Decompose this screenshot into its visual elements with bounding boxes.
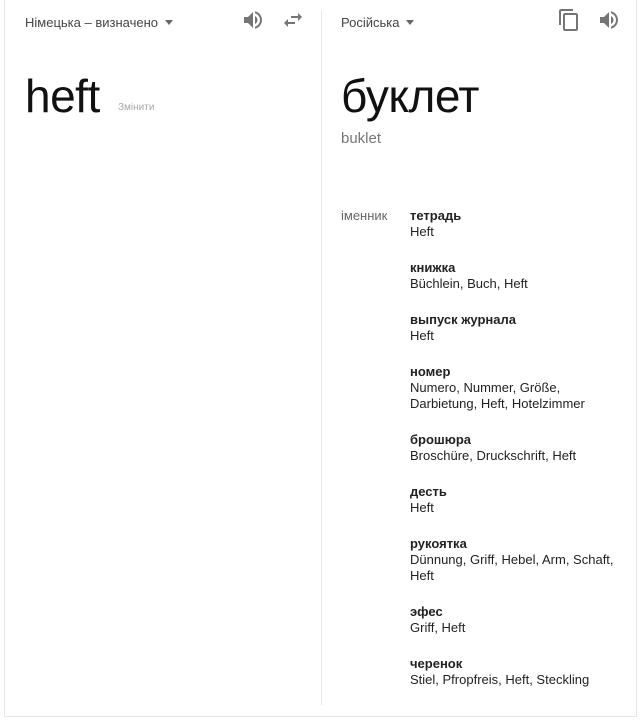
source-listen-button[interactable] [241, 8, 265, 32]
dictionary-entries [410, 208, 625, 708]
entry-synonyms[interactable]: Stiel, Pfropfreis, Heft, Steckling [410, 672, 590, 687]
target-listen-button[interactable] [597, 8, 621, 32]
chevron-down-icon [406, 20, 414, 25]
entry-synonyms[interactable]: Heft [410, 224, 434, 239]
entry-word[interactable]: эфес [410, 604, 443, 619]
translated-text: буклет [341, 70, 479, 122]
dictionary-entry [410, 432, 625, 464]
entry-word[interactable]: выпуск журнала [410, 312, 516, 327]
edit-link[interactable]: Змінити [118, 102, 155, 113]
source-text[interactable]: heft [25, 70, 100, 122]
entry-synonyms[interactable]: Heft [410, 328, 434, 343]
swap-arrows-icon [281, 8, 305, 32]
copy-icon [557, 8, 581, 32]
entry-word[interactable]: рукоятка [410, 536, 467, 551]
entry-synonyms[interactable]: Dünnung, Griff, Hebel, Arm, Schaft, Heft [410, 552, 614, 583]
entry-synonyms[interactable]: Griff, Heft [410, 620, 466, 635]
entry-word[interactable]: брошюра [410, 432, 472, 447]
entry-synonyms[interactable]: Numero, Nummer, Größe, Darbietung, Heft, Hotelzimmer [410, 380, 585, 411]
dictionary-entry [410, 312, 625, 344]
target-language-select[interactable] [341, 13, 414, 31]
entry-synonyms[interactable]: Broschüre, Druckschrift, Heft [410, 448, 577, 463]
entry-word[interactable]: тетрадь [410, 208, 462, 223]
entry-synonyms[interactable]: Heft [410, 500, 434, 515]
target-language-label: Російська [341, 14, 400, 30]
speaker-icon [241, 8, 265, 32]
chevron-down-icon [165, 20, 173, 25]
entry-word[interactable]: десть [410, 484, 447, 499]
entry-synonyms[interactable]: Büchlein, Buch, Heft [410, 276, 528, 291]
dictionary-entry [410, 536, 625, 584]
dictionary-entry [410, 364, 625, 412]
dictionary-entry [410, 208, 625, 240]
dictionary-entry [410, 604, 625, 636]
dictionary-entry [410, 484, 625, 516]
entry-word[interactable]: номер [410, 364, 451, 379]
dictionary-entry [410, 656, 625, 688]
entry-word[interactable]: черенок [410, 656, 463, 671]
part-of-speech-label: іменник [341, 208, 388, 223]
entry-word[interactable]: книжка [410, 260, 456, 275]
copy-translation-button[interactable] [557, 8, 581, 32]
source-language-label: Німецька – визначено [25, 14, 158, 30]
source-language-select[interactable] [25, 13, 173, 31]
speaker-icon [597, 8, 621, 32]
transliteration: buklet [341, 130, 382, 147]
dictionary-entry [410, 260, 625, 292]
panel-divider [321, 10, 322, 705]
swap-languages-button[interactable] [281, 8, 305, 32]
